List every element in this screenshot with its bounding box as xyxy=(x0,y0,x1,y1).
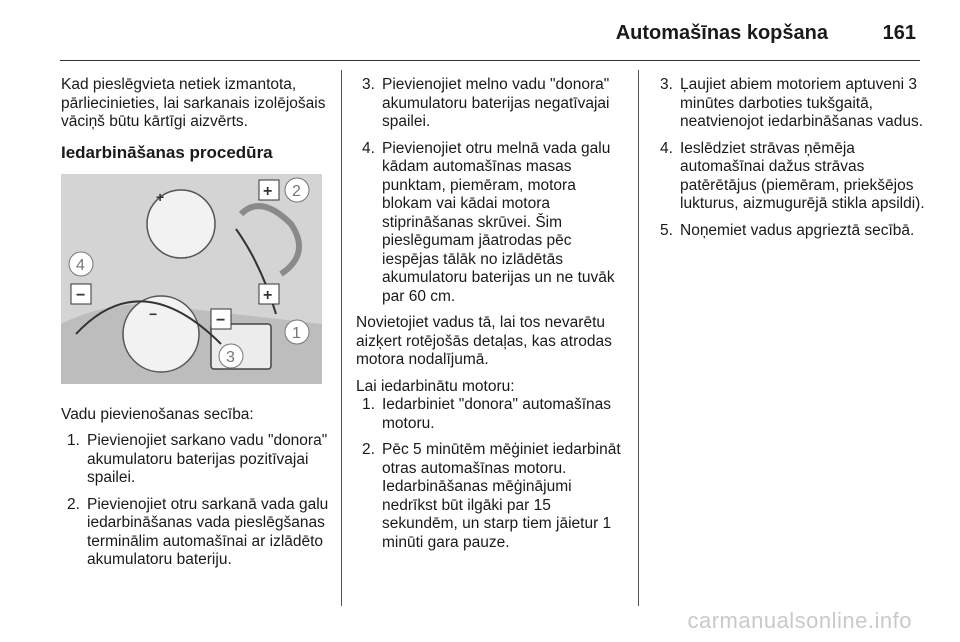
polarity-label: + xyxy=(156,189,165,205)
polarity-label: + xyxy=(263,183,273,200)
connection-steps-list xyxy=(61,432,331,570)
polarity-label: − xyxy=(149,306,158,322)
order-intro: Vadu pievienošanas secība: xyxy=(61,405,254,423)
column-3 xyxy=(654,76,926,240)
list-item: 3. Pievienojiet melno vadu "donora" akumulatoru baterijas negatīvajai spailei. xyxy=(362,76,610,130)
callout-number: 2 xyxy=(292,183,301,200)
connection-steps-list-continued xyxy=(356,76,628,306)
polarity-label: − xyxy=(216,312,226,329)
list-item: 3. Ļaujiet abiem motoriem aptuveni 3 minūtes darboties tukšgaitā, neatvienojot iedarbināšanas vadus. xyxy=(660,76,924,130)
intro-paragraph: Kad pieslēgvieta netiek izmantota, pārliecinieties, lai sarkanais izolējošais vāciņš būtu kārtīgi aizvērts. xyxy=(61,76,326,130)
list-item: 2. Pievienojiet otru sarkanā vada galu iedarbināšanas vada pieslēgšanas terminālim automašīnai ar izlādēto akumulatoru bateriju. xyxy=(67,495,329,568)
column-divider xyxy=(638,70,639,606)
list-item: 5. Noņemiet vadus apgrieztā secībā. xyxy=(660,221,915,239)
list-item: 2. Pēc 5 minūtēm mēģiniet iedarbināt otras automašīnas motoru. Iedarbināšanas mēģinājumi nedrīkst būt ilgāki par 15 sekundēm, un starp tiem jāietur 1 minūti gara pauze. xyxy=(362,441,621,551)
polarity-label: − xyxy=(76,287,86,304)
callout-number: 1 xyxy=(292,325,301,342)
page-header xyxy=(60,14,920,61)
column-divider xyxy=(341,70,342,606)
jump-start-illustration xyxy=(61,174,322,384)
callout-number: 4 xyxy=(76,257,85,274)
list-item: 4. Pievienojiet otru melnā vada galu kādam automašīnas masas punktam, piemēram, motora blokam vai kādai motora stiprināšanas skrūvei. Šim pieslēgumam jāatrodas pēc iespējas tālāk no izlādētās akumulatoru baterijas un ne tuvāk par 60 cm. xyxy=(362,139,615,305)
watermark: carmanualsonline.info xyxy=(687,608,912,633)
polarity-label: + xyxy=(263,287,273,304)
section-heading: Iedarbināšanas procedūra xyxy=(61,142,273,162)
page-number: 161 xyxy=(882,22,916,44)
list-item: 1. Pievienojiet sarkano vadu "donora" akumulatoru baterijas pozitīvajai spailei. xyxy=(67,432,328,486)
column-2 xyxy=(356,76,628,552)
list-item: 1. Iedarbiniet "donora" automašīnas motoru. xyxy=(362,396,612,432)
page-title: Automašīnas kopšana xyxy=(615,22,828,44)
column-1 xyxy=(61,76,331,570)
start-steps-list-continued xyxy=(654,76,926,240)
list-item: 4. Ieslēdziet strāvas ņēmēja automašīnai dažus strāvas patērētājus (piemēram, priekšējos lukturus, aizmugurējā stikla apsildi). xyxy=(660,139,925,212)
start-intro: Lai iedarbinātu motoru: xyxy=(356,377,515,395)
callout-number: 3 xyxy=(226,349,235,366)
start-steps-list xyxy=(356,396,628,552)
cable-routing-paragraph: Novietojiet vadus tā, lai tos nevarētu aizķert rotējošās detaļas, kas atrodas motora nodalījumā. xyxy=(356,314,612,368)
